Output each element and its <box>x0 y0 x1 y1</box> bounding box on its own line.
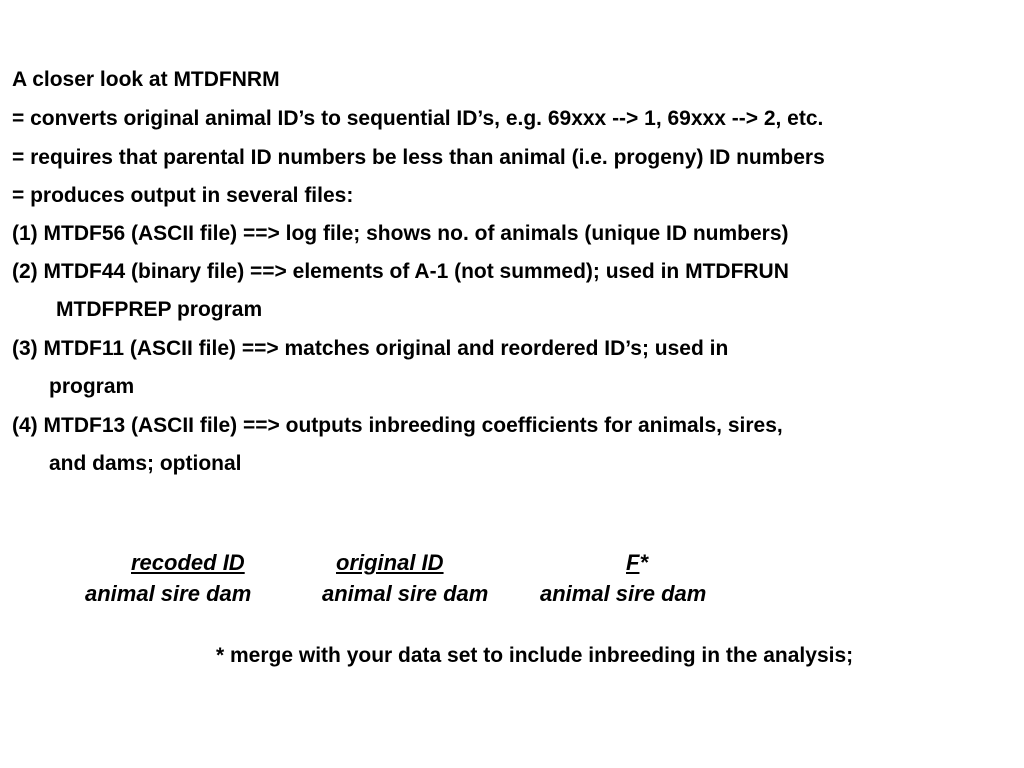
footnote: * merge with your data set to include inbreeding in the analysis; <box>216 644 854 667</box>
subheader-original: animal sire dam <box>322 581 489 606</box>
text-line-4: (1) MTDF56 (ASCII file) ==> log file; shows no. of animals (unique ID numbers) <box>12 222 789 245</box>
column-header-f <box>626 550 648 576</box>
text-line-10: and dams; optional <box>49 452 242 475</box>
column-header-original-id: original ID <box>336 550 444 575</box>
text-line-8: program <box>49 375 135 398</box>
subheader-recoded: animal sire dam <box>85 581 252 606</box>
slide-title: A closer look at MTDFNRM <box>12 68 280 91</box>
text-line-5: (2) MTDF44 (binary file) ==> elements of A-1 (not summed); used in MTDFRUN <box>12 260 789 283</box>
column-header-recoded-id: recoded ID <box>131 550 245 575</box>
column-header-f-asterisk: * <box>639 550 649 575</box>
text-line-2: = requires that parental ID numbers be less than animal (i.e. progeny) ID numbers <box>12 146 825 169</box>
text-line-7: (3) MTDF11 (ASCII file) ==> matches original and reordered ID’s; used in <box>12 337 729 360</box>
subheader-f: animal sire dam <box>540 581 707 606</box>
text-line-1: = converts original animal ID’s to sequential ID’s, e.g. 69xxx --> 1, 69xxx --> 2, etc. <box>12 107 824 130</box>
text-line-3: = produces output in several files: <box>12 184 354 207</box>
text-line-6: MTDFPREP program <box>56 298 263 321</box>
text-line-9: (4) MTDF13 (ASCII file) ==> outputs inbreeding coefficients for animals, sires, <box>12 414 783 437</box>
column-header-f-label: F <box>626 550 640 575</box>
